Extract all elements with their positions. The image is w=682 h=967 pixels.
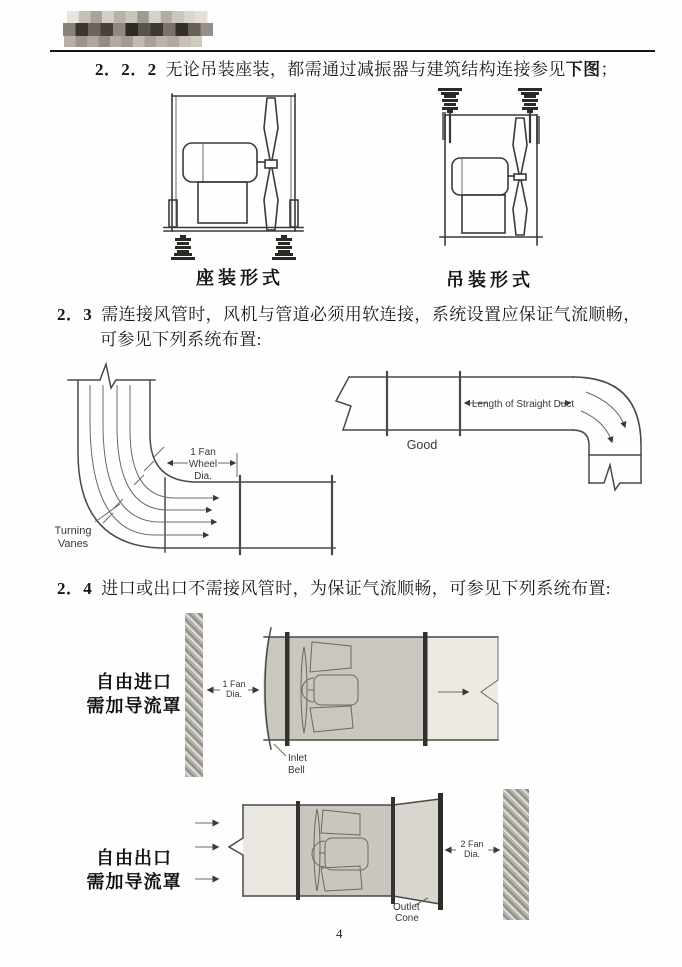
page-number: 4 — [336, 926, 343, 941]
paragraph-2-4 — [57, 576, 647, 601]
fan-dia-dim-label: Dia. — [463, 849, 481, 859]
section-number: 2．3 — [57, 305, 93, 324]
fan-dia-dim-label: 1 Fan — [222, 679, 246, 689]
wall-hatch — [185, 613, 203, 777]
fan-wheel-dim-label: Wheel — [188, 459, 218, 470]
seat-mounted-fan-diagram — [164, 94, 303, 260]
hanging-fan-diagram — [438, 88, 542, 245]
wall-hatch — [503, 789, 529, 920]
duct-break-symbol — [336, 377, 351, 430]
motor — [183, 143, 257, 182]
motor-base — [462, 195, 505, 233]
paragraph-text: 需连接风管时，风机与管道必须用软连接，系统设置应保证气流顺畅， — [101, 305, 641, 324]
duct-break-symbol — [68, 364, 155, 388]
leader-line — [274, 744, 286, 756]
turning-vanes-label: Turning — [54, 525, 92, 537]
outlet-cone-label: Cone — [395, 913, 419, 924]
flange — [423, 632, 428, 746]
straight-duct-dim-label: Length of Straight Duct — [471, 399, 575, 410]
paragraph-line: 可参见下列系统布置: — [100, 330, 262, 349]
fan-mounting-diagrams — [150, 88, 560, 268]
vibration-isolator-spring — [171, 235, 195, 260]
punctuation: ； — [600, 60, 618, 79]
straight-duct-diagram — [336, 372, 641, 490]
paragraph-text: 无论吊装座装，都需通过减振器与建筑结构连接参见 — [165, 60, 566, 79]
paragraph-2-2-2 — [95, 57, 655, 82]
airflow-arrow — [586, 392, 625, 427]
logo-pixels — [63, 11, 213, 47]
inlet-bell-label: Bell — [288, 765, 305, 776]
section-number: 2．4 — [57, 579, 93, 598]
elbow-with-turning-vanes-diagram — [55, 364, 335, 554]
hanging-mounting-caption: 吊装形式 — [446, 270, 534, 290]
propeller-top-blade — [264, 98, 278, 160]
motor — [452, 158, 508, 195]
duct-break-symbol — [589, 465, 641, 490]
flange — [285, 632, 290, 746]
header-rule — [50, 50, 655, 52]
duct-break-symbol — [229, 805, 243, 896]
fan-wheel-dim-label: Dia. — [194, 471, 212, 482]
fan-dia-dim-label: 2 Fan — [460, 839, 484, 849]
good-label: Good — [406, 438, 438, 452]
duct-fill — [425, 637, 498, 740]
outlet-flange — [438, 793, 443, 910]
duct-system-diagrams — [40, 360, 670, 565]
duct-fill — [243, 805, 298, 896]
vibration-isolator-spring — [438, 88, 462, 113]
paragraph-line — [57, 302, 647, 327]
free-inlet-label: 自由进口 需加导流罩 — [86, 672, 182, 716]
propeller-hub — [265, 160, 277, 168]
propeller-top-blade — [513, 118, 527, 174]
flange — [391, 797, 395, 904]
propeller-bottom-blade — [264, 168, 278, 230]
redacted-logo-mosaic — [63, 11, 213, 48]
seat-mounting-caption: 座装形式 — [196, 268, 284, 288]
section-number: 2．2．2 — [95, 60, 157, 79]
paragraph-text: 进口或出口不需接风管时，为保证气流顺畅，可参见下列系统布置: — [101, 579, 611, 598]
fan-wheel-dim-label: 1 Fan — [190, 447, 216, 458]
bold-reference: 下图 — [565, 60, 601, 79]
motor-base — [198, 182, 247, 223]
airflow-arrow — [581, 411, 612, 442]
vibration-isolator-spring — [518, 88, 542, 113]
propeller-bottom-blade — [513, 180, 527, 235]
outlet-cone-fill — [393, 799, 440, 904]
turning-vanes-label: Vanes — [57, 538, 89, 550]
fan-dia-dim-label: Dia. — [225, 689, 243, 699]
propeller-hub — [514, 174, 526, 180]
paragraph-2-3 — [57, 302, 647, 352]
inlet-bell-label: Inlet — [288, 753, 307, 764]
outlet-cone-label: Outlet — [393, 902, 420, 913]
vane-profile-dashes — [103, 447, 164, 523]
free-outlet-label: 自由出口 需加导流罩 — [86, 848, 182, 892]
vibration-isolator-spring — [272, 235, 296, 260]
flange — [296, 801, 300, 900]
